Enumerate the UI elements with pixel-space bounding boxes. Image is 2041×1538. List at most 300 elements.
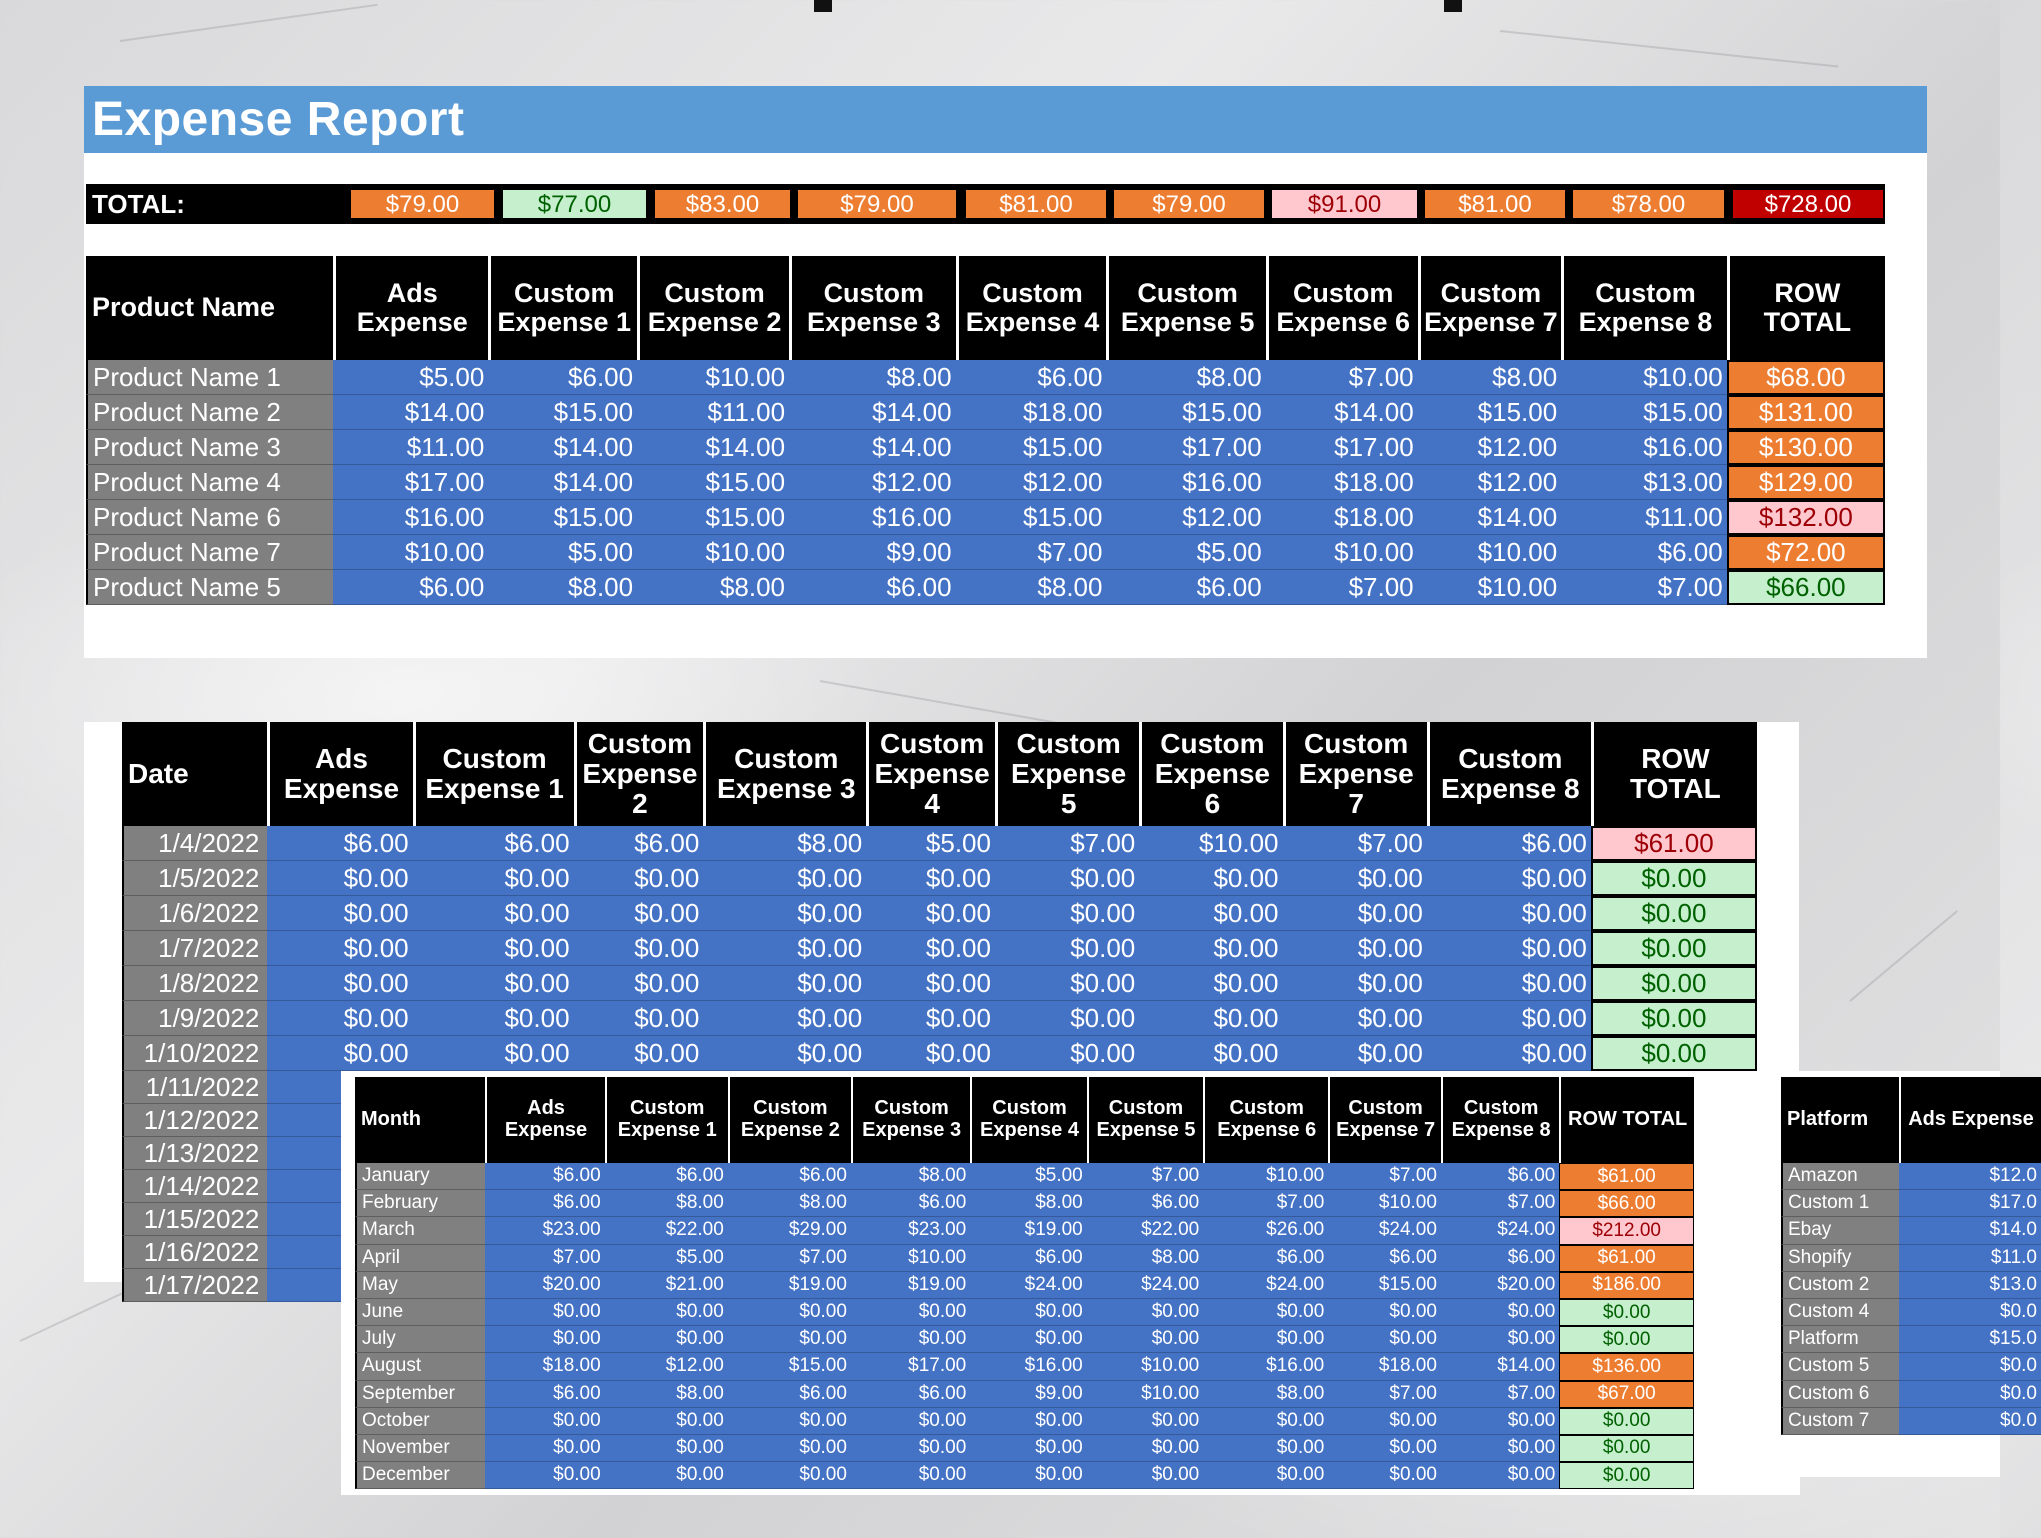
column-header[interactable]: Custom Expense 8 — [1561, 256, 1727, 360]
row-label-cell[interactable]: 1/7/2022 — [122, 931, 267, 966]
column-total-8[interactable]: $81.00 — [1424, 189, 1566, 219]
value-cell[interactable]: $0.00 — [605, 1462, 728, 1489]
value-cell[interactable]: $0.00 — [1441, 1326, 1559, 1353]
column-header[interactable]: Custom Expense 8 — [1427, 722, 1591, 826]
value-cell[interactable]: $5.00 — [970, 1163, 1086, 1190]
value-cell[interactable]: $6.00 — [485, 1190, 604, 1217]
value-cell[interactable]: $5.00 — [488, 535, 637, 570]
column-header[interactable]: Ads Expense — [485, 1077, 604, 1163]
value-cell[interactable]: $16.00 — [970, 1353, 1086, 1380]
row-total-cell[interactable]: $66.00 — [1727, 570, 1885, 605]
value-cell[interactable]: $10.00 — [851, 1245, 970, 1272]
value-cell[interactable]: $14.00 — [1441, 1353, 1559, 1380]
row-label-cell[interactable]: Product Name 3 — [86, 430, 333, 465]
value-cell[interactable]: $0.00 — [1328, 1408, 1441, 1435]
row-label-cell[interactable]: February — [355, 1190, 485, 1217]
row-total-cell[interactable]: $131.00 — [1727, 395, 1885, 430]
value-cell[interactable]: $24.00 — [1441, 1217, 1559, 1244]
value-cell[interactable]: $17.00 — [1266, 430, 1418, 465]
value-cell[interactable]: $6.00 — [413, 826, 574, 861]
row-label-cell[interactable]: 1/10/2022 — [122, 1036, 267, 1071]
value-cell[interactable]: $0.00 — [1087, 1408, 1203, 1435]
value-cell[interactable]: $6.00 — [485, 1163, 604, 1190]
value-cell[interactable]: $14.00 — [1418, 500, 1562, 535]
value-cell[interactable]: $0.00 — [267, 896, 412, 931]
value-cell[interactable]: $0.00 — [485, 1299, 604, 1326]
value-cell[interactable]: $0.00 — [1328, 1462, 1441, 1489]
row-total-cell[interactable]: $0.00 — [1559, 1408, 1694, 1435]
value-cell[interactable]: $0.00 — [851, 1408, 970, 1435]
value-cell[interactable]: $0.0 — [1899, 1353, 2041, 1380]
row-total-cell[interactable]: $129.00 — [1727, 465, 1885, 500]
row-label-cell[interactable]: August — [355, 1353, 485, 1380]
value-cell[interactable]: $8.00 — [605, 1381, 728, 1408]
row-total-cell[interactable]: $66.00 — [1559, 1190, 1694, 1217]
value-cell[interactable]: $10.00 — [1561, 360, 1727, 395]
value-cell[interactable]: $12.00 — [605, 1353, 728, 1380]
value-cell[interactable]: $0.00 — [703, 966, 866, 1001]
value-cell[interactable]: $6.00 — [851, 1381, 970, 1408]
value-cell[interactable]: $6.00 — [956, 360, 1107, 395]
row-total-cell[interactable]: $67.00 — [1559, 1381, 1694, 1408]
value-cell[interactable]: $0.00 — [1139, 966, 1282, 1001]
value-cell[interactable]: $0.00 — [1427, 1036, 1591, 1071]
value-cell[interactable]: $0.00 — [866, 861, 995, 896]
column-header[interactable]: Month — [355, 1077, 485, 1163]
column-header[interactable]: Custom Expense 6 — [1203, 1077, 1328, 1163]
value-cell[interactable]: $7.00 — [728, 1245, 851, 1272]
column-total-6[interactable]: $79.00 — [1113, 189, 1265, 219]
value-cell[interactable]: $0.00 — [851, 1462, 970, 1489]
row-label-cell[interactable]: May — [355, 1272, 485, 1299]
value-cell[interactable]: $0.00 — [1283, 931, 1427, 966]
row-label-cell[interactable]: Product Name 6 — [86, 500, 333, 535]
value-cell[interactable]: $14.00 — [488, 430, 637, 465]
value-cell[interactable]: $0.00 — [267, 931, 412, 966]
row-total-cell[interactable]: $186.00 — [1559, 1272, 1694, 1299]
column-header[interactable]: Date — [122, 722, 267, 826]
value-cell[interactable]: $6.00 — [970, 1245, 1086, 1272]
value-cell[interactable]: $11.0 — [1899, 1245, 2041, 1272]
value-cell[interactable]: $0.00 — [1203, 1408, 1328, 1435]
value-cell[interactable]: $16.00 — [1203, 1353, 1328, 1380]
value-cell[interactable]: $0.00 — [605, 1408, 728, 1435]
value-cell[interactable]: $0.00 — [485, 1326, 604, 1353]
column-header[interactable]: ROW TOTAL — [1559, 1077, 1694, 1163]
value-cell[interactable]: $0.00 — [970, 1435, 1086, 1462]
value-cell[interactable]: $0.00 — [1139, 1001, 1282, 1036]
row-label-cell[interactable]: Product Name 1 — [86, 360, 333, 395]
value-cell[interactable]: $14.00 — [789, 395, 956, 430]
value-cell[interactable]: $0.00 — [866, 1036, 995, 1071]
column-header[interactable]: Custom Expense 8 — [1441, 1077, 1559, 1163]
value-cell[interactable]: $17.00 — [1106, 430, 1265, 465]
value-cell[interactable]: $8.00 — [851, 1163, 970, 1190]
value-cell[interactable]: $0.0 — [1899, 1381, 2041, 1408]
value-cell[interactable]: $7.00 — [1266, 570, 1418, 605]
value-cell[interactable]: $0.00 — [995, 931, 1139, 966]
value-cell[interactable]: $8.00 — [703, 826, 866, 861]
value-cell[interactable]: $0.00 — [413, 1001, 574, 1036]
value-cell[interactable]: $0.00 — [728, 1326, 851, 1353]
row-label-cell[interactable]: Product Name 5 — [86, 570, 333, 605]
column-header[interactable]: Ads Expense — [333, 256, 488, 360]
value-cell[interactable]: $0.00 — [866, 896, 995, 931]
value-cell[interactable]: $0.00 — [851, 1435, 970, 1462]
value-cell[interactable]: $7.00 — [1266, 360, 1418, 395]
value-cell[interactable]: $0.00 — [995, 966, 1139, 1001]
value-cell[interactable]: $7.00 — [1283, 826, 1427, 861]
column-header[interactable]: Custom Expense 4 — [970, 1077, 1086, 1163]
value-cell[interactable]: $0.00 — [485, 1462, 604, 1489]
row-total-cell[interactable]: $0.00 — [1559, 1462, 1694, 1489]
value-cell[interactable]: $29.00 — [728, 1217, 851, 1244]
value-cell[interactable]: $5.00 — [1106, 535, 1265, 570]
row-total-cell[interactable]: $61.00 — [1559, 1245, 1694, 1272]
row-label-cell[interactable]: April — [355, 1245, 485, 1272]
value-cell[interactable]: $0.00 — [267, 861, 412, 896]
value-cell[interactable]: $8.00 — [728, 1190, 851, 1217]
value-cell[interactable]: $0.00 — [703, 1036, 866, 1071]
value-cell[interactable]: $15.00 — [956, 500, 1107, 535]
column-header[interactable]: Product Name — [86, 256, 333, 360]
value-cell[interactable]: $12.00 — [789, 465, 956, 500]
value-cell[interactable]: $0.00 — [605, 1326, 728, 1353]
value-cell[interactable]: $0.00 — [995, 861, 1139, 896]
row-label-cell[interactable]: 1/4/2022 — [122, 826, 267, 861]
value-cell[interactable]: $6.00 — [789, 570, 956, 605]
value-cell[interactable]: $23.00 — [851, 1217, 970, 1244]
value-cell[interactable]: $20.00 — [485, 1272, 604, 1299]
value-cell[interactable]: $0.00 — [413, 966, 574, 1001]
value-cell[interactable]: $6.00 — [1427, 826, 1591, 861]
row-total-cell[interactable]: $0.00 — [1591, 1001, 1757, 1036]
row-label-cell[interactable]: October — [355, 1408, 485, 1435]
row-label-cell[interactable]: March — [355, 1217, 485, 1244]
value-cell[interactable]: $7.00 — [485, 1245, 604, 1272]
value-cell[interactable]: $17.00 — [333, 465, 488, 500]
value-cell[interactable]: $0.00 — [267, 1001, 412, 1036]
value-cell[interactable]: $0.00 — [1203, 1299, 1328, 1326]
row-label-cell[interactable]: Custom 7 — [1781, 1408, 1899, 1435]
row-label-cell[interactable]: Ebay — [1781, 1217, 1899, 1244]
value-cell[interactable]: $22.00 — [605, 1217, 728, 1244]
value-cell[interactable]: $19.00 — [970, 1217, 1086, 1244]
value-cell[interactable]: $8.00 — [1203, 1381, 1328, 1408]
row-total-cell[interactable]: $212.00 — [1559, 1217, 1694, 1244]
value-cell[interactable]: $24.00 — [1087, 1272, 1203, 1299]
value-cell[interactable]: $6.00 — [333, 570, 488, 605]
value-cell[interactable]: $0.00 — [1328, 1299, 1441, 1326]
value-cell[interactable]: $0.00 — [605, 1435, 728, 1462]
value-cell[interactable]: $15.00 — [728, 1353, 851, 1380]
value-cell[interactable]: $0.00 — [413, 896, 574, 931]
row-total-cell[interactable]: $0.00 — [1559, 1326, 1694, 1353]
row-label-cell[interactable]: June — [355, 1299, 485, 1326]
column-header[interactable]: Custom Expense 2 — [637, 256, 789, 360]
column-header[interactable]: ROW TOTAL — [1727, 256, 1885, 360]
value-cell[interactable]: $0.00 — [1441, 1299, 1559, 1326]
value-cell[interactable]: $8.00 — [1087, 1245, 1203, 1272]
row-total-cell[interactable]: $0.00 — [1559, 1435, 1694, 1462]
value-cell[interactable]: $0.00 — [1087, 1326, 1203, 1353]
row-label-cell[interactable]: 1/12/2022 — [122, 1104, 267, 1137]
row-label-cell[interactable]: 1/17/2022 — [122, 1269, 267, 1302]
value-cell[interactable]: $0.00 — [1427, 1001, 1591, 1036]
value-cell[interactable]: $0.00 — [995, 1036, 1139, 1071]
value-cell[interactable]: $0.00 — [574, 931, 704, 966]
row-label-cell[interactable]: Product Name 4 — [86, 465, 333, 500]
value-cell[interactable]: $0.00 — [1441, 1435, 1559, 1462]
column-header[interactable]: Custom Expense 2 — [574, 722, 704, 826]
column-header[interactable]: Custom Expense 3 — [789, 256, 956, 360]
value-cell[interactable]: $0.00 — [1139, 1036, 1282, 1071]
column-header[interactable]: Custom Expense 6 — [1139, 722, 1282, 826]
value-cell[interactable]: $10.00 — [1087, 1381, 1203, 1408]
row-label-cell[interactable]: 1/16/2022 — [122, 1236, 267, 1269]
row-label-cell[interactable]: Custom 6 — [1781, 1381, 1899, 1408]
value-cell[interactable]: $5.00 — [605, 1245, 728, 1272]
column-header[interactable]: Custom Expense 1 — [413, 722, 574, 826]
value-cell[interactable]: $14.00 — [333, 395, 488, 430]
value-cell[interactable]: $24.00 — [1328, 1217, 1441, 1244]
value-cell[interactable]: $0.00 — [728, 1462, 851, 1489]
value-cell[interactable]: $0.00 — [970, 1299, 1086, 1326]
value-cell[interactable]: $0.0 — [1899, 1299, 2041, 1326]
value-cell[interactable]: $0.00 — [1139, 861, 1282, 896]
value-cell[interactable]: $0.00 — [1328, 1435, 1441, 1462]
row-label-cell[interactable]: Custom 5 — [1781, 1353, 1899, 1380]
value-cell[interactable]: $24.00 — [970, 1272, 1086, 1299]
value-cell[interactable]: $11.00 — [637, 395, 789, 430]
value-cell[interactable]: $18.00 — [1328, 1353, 1441, 1380]
value-cell[interactable]: $14.00 — [488, 465, 637, 500]
value-cell[interactable]: $6.00 — [574, 826, 704, 861]
value-cell[interactable]: $6.00 — [728, 1381, 851, 1408]
value-cell[interactable]: $6.00 — [1203, 1245, 1328, 1272]
value-cell[interactable]: $11.00 — [1561, 500, 1727, 535]
value-cell[interactable]: $0.00 — [413, 861, 574, 896]
value-cell[interactable]: $0.00 — [1427, 966, 1591, 1001]
column-total-4[interactable]: $79.00 — [797, 189, 957, 219]
value-cell[interactable]: $6.00 — [488, 360, 637, 395]
value-cell[interactable]: $0.00 — [728, 1408, 851, 1435]
value-cell[interactable]: $14.0 — [1899, 1217, 2041, 1244]
row-label-cell[interactable]: January — [355, 1163, 485, 1190]
value-cell[interactable]: $7.00 — [1087, 1163, 1203, 1190]
value-cell[interactable]: $6.00 — [485, 1381, 604, 1408]
value-cell[interactable]: $8.00 — [488, 570, 637, 605]
row-total-cell[interactable]: $0.00 — [1591, 861, 1757, 896]
value-cell[interactable]: $8.00 — [789, 360, 956, 395]
row-label-cell[interactable]: 1/13/2022 — [122, 1137, 267, 1170]
row-label-cell[interactable]: 1/8/2022 — [122, 966, 267, 1001]
row-label-cell[interactable]: 1/14/2022 — [122, 1170, 267, 1203]
value-cell[interactable]: $6.00 — [1441, 1163, 1559, 1190]
value-cell[interactable]: $6.00 — [1106, 570, 1265, 605]
row-total-cell[interactable]: $68.00 — [1727, 360, 1885, 395]
value-cell[interactable]: $19.00 — [728, 1272, 851, 1299]
value-cell[interactable]: $26.00 — [1203, 1217, 1328, 1244]
column-header[interactable]: Custom Expense 6 — [1266, 256, 1418, 360]
value-cell[interactable]: $0.00 — [1427, 861, 1591, 896]
value-cell[interactable]: $10.00 — [1328, 1190, 1441, 1217]
value-cell[interactable]: $8.00 — [605, 1190, 728, 1217]
value-cell[interactable]: $8.00 — [956, 570, 1107, 605]
value-cell[interactable]: $0.00 — [1283, 1036, 1427, 1071]
row-label-cell[interactable]: 1/11/2022 — [122, 1071, 267, 1104]
row-total-cell[interactable]: $61.00 — [1559, 1163, 1694, 1190]
value-cell[interactable]: $14.00 — [789, 430, 956, 465]
value-cell[interactable]: $8.00 — [637, 570, 789, 605]
row-label-cell[interactable]: September — [355, 1381, 485, 1408]
column-total-5[interactable]: $81.00 — [965, 189, 1107, 219]
row-total-cell[interactable]: $130.00 — [1727, 430, 1885, 465]
value-cell[interactable]: $16.00 — [1106, 465, 1265, 500]
value-cell[interactable]: $8.00 — [970, 1190, 1086, 1217]
value-cell[interactable]: $7.00 — [995, 826, 1139, 861]
value-cell[interactable]: $10.00 — [1418, 535, 1562, 570]
value-cell[interactable]: $0.00 — [1283, 896, 1427, 931]
row-total-cell[interactable]: $72.00 — [1727, 535, 1885, 570]
value-cell[interactable]: $12.00 — [1418, 430, 1562, 465]
value-cell[interactable]: $0.00 — [485, 1408, 604, 1435]
value-cell[interactable]: $7.00 — [1203, 1190, 1328, 1217]
row-total-cell[interactable]: $136.00 — [1559, 1353, 1694, 1380]
value-cell[interactable]: $7.00 — [1561, 570, 1727, 605]
value-cell[interactable]: $16.00 — [789, 500, 956, 535]
value-cell[interactable]: $19.00 — [851, 1272, 970, 1299]
column-header[interactable]: Custom Expense 5 — [1106, 256, 1265, 360]
value-cell[interactable]: $0.00 — [1139, 896, 1282, 931]
value-cell[interactable]: $0.00 — [267, 966, 412, 1001]
value-cell[interactable]: $10.00 — [637, 535, 789, 570]
value-cell[interactable]: $7.00 — [1328, 1381, 1441, 1408]
row-label-cell[interactable]: 1/5/2022 — [122, 861, 267, 896]
value-cell[interactable]: $0.00 — [1283, 1001, 1427, 1036]
value-cell[interactable]: $16.00 — [1561, 430, 1727, 465]
value-cell[interactable]: $0.00 — [1427, 896, 1591, 931]
value-cell[interactable]: $0.00 — [1139, 931, 1282, 966]
row-label-cell[interactable]: 1/6/2022 — [122, 896, 267, 931]
value-cell[interactable]: $15.00 — [1561, 395, 1727, 430]
column-header[interactable]: Custom Expense 7 — [1283, 722, 1427, 826]
value-cell[interactable]: $0.00 — [866, 1001, 995, 1036]
value-cell[interactable]: $9.00 — [789, 535, 956, 570]
value-cell[interactable]: $0.00 — [995, 1001, 1139, 1036]
value-cell[interactable]: $0.00 — [703, 861, 866, 896]
value-cell[interactable]: $21.00 — [605, 1272, 728, 1299]
row-label-cell[interactable]: Custom 1 — [1781, 1190, 1899, 1217]
column-header[interactable]: Custom Expense 5 — [995, 722, 1139, 826]
value-cell[interactable]: $13.0 — [1899, 1272, 2041, 1299]
value-cell[interactable]: $0.00 — [1283, 861, 1427, 896]
column-header[interactable]: Custom Expense 4 — [866, 722, 995, 826]
value-cell[interactable]: $10.00 — [1203, 1163, 1328, 1190]
row-label-cell[interactable]: November — [355, 1435, 485, 1462]
value-cell[interactable]: $0.00 — [1087, 1462, 1203, 1489]
row-total-cell[interactable]: $0.00 — [1591, 896, 1757, 931]
column-header[interactable]: Custom Expense 2 — [728, 1077, 851, 1163]
row-label-cell[interactable]: Platform — [1781, 1326, 1899, 1353]
value-cell[interactable]: $0.0 — [1899, 1408, 2041, 1435]
value-cell[interactable]: $0.00 — [1283, 966, 1427, 1001]
value-cell[interactable]: $0.00 — [970, 1326, 1086, 1353]
value-cell[interactable]: $0.00 — [574, 1036, 704, 1071]
value-cell[interactable]: $5.00 — [333, 360, 488, 395]
row-total-cell[interactable]: $132.00 — [1727, 500, 1885, 535]
value-cell[interactable]: $16.00 — [333, 500, 488, 535]
value-cell[interactable]: $0.00 — [703, 931, 866, 966]
value-cell[interactable]: $6.00 — [1561, 535, 1727, 570]
row-total-cell[interactable]: $0.00 — [1559, 1299, 1694, 1326]
value-cell[interactable]: $11.00 — [333, 430, 488, 465]
column-header[interactable]: ROW TOTAL — [1591, 722, 1757, 826]
value-cell[interactable]: $8.00 — [1418, 360, 1562, 395]
column-total-2[interactable]: $77.00 — [502, 189, 647, 219]
value-cell[interactable]: $22.00 — [1087, 1217, 1203, 1244]
value-cell[interactable]: $0.00 — [1203, 1462, 1328, 1489]
value-cell[interactable]: $0.00 — [1427, 931, 1591, 966]
value-cell[interactable]: $0.00 — [728, 1299, 851, 1326]
row-label-cell[interactable]: 1/15/2022 — [122, 1203, 267, 1236]
value-cell[interactable]: $23.00 — [485, 1217, 604, 1244]
value-cell[interactable]: $0.00 — [1328, 1326, 1441, 1353]
value-cell[interactable]: $18.00 — [1266, 465, 1418, 500]
value-cell[interactable]: $0.00 — [728, 1435, 851, 1462]
column-header[interactable]: Custom Expense 7 — [1418, 256, 1562, 360]
row-label-cell[interactable]: Amazon — [1781, 1163, 1899, 1190]
row-label-cell[interactable]: 1/9/2022 — [122, 1001, 267, 1036]
value-cell[interactable]: $10.00 — [1266, 535, 1418, 570]
value-cell[interactable]: $6.00 — [728, 1163, 851, 1190]
column-total-1[interactable]: $79.00 — [350, 189, 495, 219]
column-header[interactable]: Ads Expense — [1899, 1077, 2041, 1163]
row-total-cell[interactable]: $0.00 — [1591, 966, 1757, 1001]
value-cell[interactable]: $0.00 — [703, 1001, 866, 1036]
value-cell[interactable]: $7.00 — [1441, 1381, 1559, 1408]
column-header[interactable]: Custom Expense 3 — [851, 1077, 970, 1163]
value-cell[interactable]: $0.00 — [485, 1435, 604, 1462]
value-cell[interactable]: $0.00 — [1087, 1435, 1203, 1462]
value-cell[interactable]: $0.00 — [851, 1326, 970, 1353]
value-cell[interactable]: $0.00 — [574, 896, 704, 931]
value-cell[interactable]: $0.00 — [267, 1036, 412, 1071]
value-cell[interactable]: $0.00 — [970, 1408, 1086, 1435]
value-cell[interactable]: $7.00 — [956, 535, 1107, 570]
value-cell[interactable]: $10.00 — [333, 535, 488, 570]
column-header[interactable]: Custom Expense 5 — [1087, 1077, 1203, 1163]
value-cell[interactable]: $24.00 — [1203, 1272, 1328, 1299]
value-cell[interactable]: $12.00 — [956, 465, 1107, 500]
value-cell[interactable]: $14.00 — [637, 430, 789, 465]
row-total-cell[interactable]: $0.00 — [1591, 1036, 1757, 1071]
value-cell[interactable]: $0.00 — [1203, 1326, 1328, 1353]
value-cell[interactable]: $5.00 — [866, 826, 995, 861]
value-cell[interactable]: $0.00 — [574, 966, 704, 1001]
row-label-cell[interactable]: Custom 4 — [1781, 1299, 1899, 1326]
value-cell[interactable]: $0.00 — [1441, 1462, 1559, 1489]
value-cell[interactable]: $18.00 — [485, 1353, 604, 1380]
value-cell[interactable]: $6.00 — [605, 1163, 728, 1190]
value-cell[interactable]: $6.00 — [1087, 1190, 1203, 1217]
value-cell[interactable]: $7.00 — [1441, 1190, 1559, 1217]
column-header[interactable]: Custom Expense 3 — [703, 722, 866, 826]
value-cell[interactable]: $17.0 — [1899, 1190, 2041, 1217]
value-cell[interactable]: $13.00 — [1561, 465, 1727, 500]
value-cell[interactable]: $15.00 — [1328, 1272, 1441, 1299]
value-cell[interactable]: $12.0 — [1899, 1163, 2041, 1190]
